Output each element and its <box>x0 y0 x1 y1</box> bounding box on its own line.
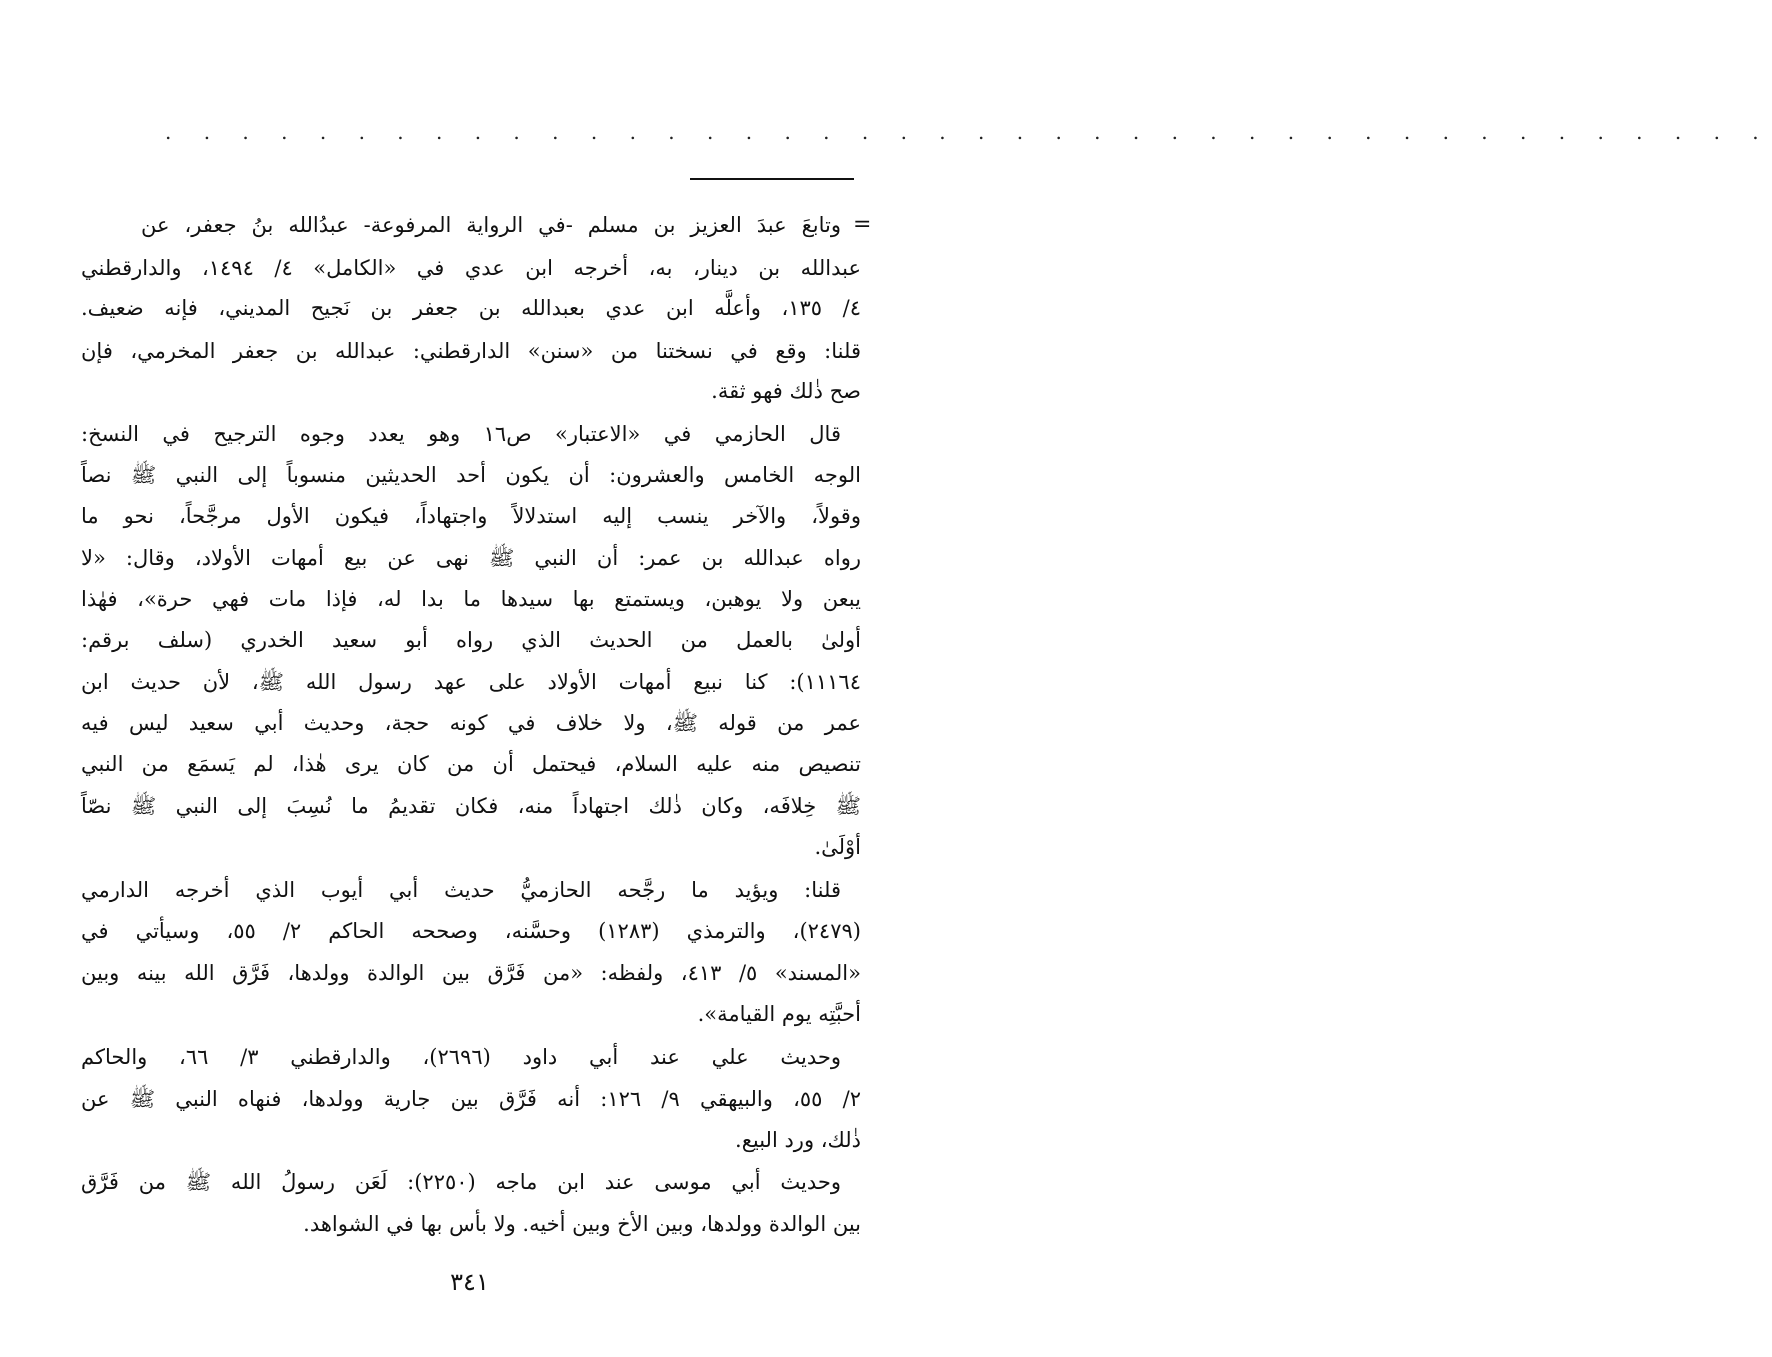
text-line: عمر من قوله ﷺ، ولا خلاف في كونه حجة، وحديث أبي سعيد ليس فيه <box>81 711 861 735</box>
text-line: قلنا: وقع في نسختنا من «سنن» الدارقطني: عبدالله بن جعفر المخرمي، فإن <box>81 339 861 363</box>
text-line: (٢٤٧٩)، والترمذي (١٢٨٣) وحسَّنه، وصححه الحاكم ٢/ ٥٥، وسيأتي في <box>81 919 861 943</box>
text-line: ٤/ ١٣٥، وأعلَّه ابن عدي بعبدالله بن جعفر بن نَجيح المديني، فإنه ضعيف. <box>81 296 861 320</box>
text-line: يبعن ولا يوهبن، ويستمتع بها سيدها ما بدا له، فإذا مات فهي حرة»، فهٰذا <box>81 587 861 611</box>
text-line: ٢/ ٥٥، والبيهقي ٩/ ١٢٦: أنه فَرَّق بين جارية وولدها، فنهاه النبي ﷺ عن <box>81 1087 861 1111</box>
text-line: أوْلَىٰ. <box>814 835 861 859</box>
text-line: قال الحازمي في «الاعتبار» ص١٦ وهو يعدد وجوه الترجيح في النسخ: <box>81 422 841 446</box>
text-line: بين الوالدة وولدها، وبين الأخ وبين أخيه. ولا بأس بها في الشواهد. <box>303 1212 861 1236</box>
page-number: ٣٤١ <box>450 1268 489 1296</box>
text-line: أولىٰ بالعمل من الحديث الذي رواه أبو سعيد الخدري (سلف برقم: <box>81 628 861 652</box>
text-line: رواه عبدالله بن عمر: أن النبي ﷺ نهى عن بيع أمهات الأولاد، وقال: «لا <box>81 546 861 570</box>
text-line: وتابعَ عبدَ العزيز بن مسلم -في الرواية المرفوعة- عبدُالله بنُ جعفر، عن <box>141 213 841 237</box>
footnote-continuation-marker: = <box>853 212 872 237</box>
text-line: ﷺ خِلافَه، وكان ذٰلك اجتهاداً منه، فكان تقديمُ ما نُسِبَ إلى النبي ﷺ نصّاً <box>81 794 861 818</box>
footnote-rule <box>690 178 854 180</box>
separator-dots: . . . . . . . . . . . . . . . . . . . . . . . . . . . . . . . . . . . . . . . . . . <box>165 120 1772 144</box>
text-line: «المسند» ٥/ ٤١٣، ولفظه: «من فَرَّق بين الوالدة وولدها، فَرَّق الله بينه وبين <box>81 961 861 985</box>
text-line: قلنا: ويؤيد ما رجَّحه الحازميُّ حديث أبي أيوب الذي أخرجه الدارمي <box>81 878 841 902</box>
text-line: أحبَّتِه يوم القيامة». <box>697 1002 861 1026</box>
text-line: وحديث علي عند أبي داود (٢٦٩٦)، والدارقطني ٣/ ٦٦، والحاكم <box>81 1045 841 1069</box>
text-line: وقولاً، والآخر ينسب إليه استدلالاً واجتهاداً، فيكون الأول مرجَّحاً، نحو ما <box>81 504 861 528</box>
text-line: وحديث أبي موسى عند ابن ماجه (٢٢٥٠): لَعَن رسولُ الله ﷺ من فَرَّق <box>81 1170 841 1194</box>
text-line: ذٰلك، ورد البيع. <box>735 1128 861 1152</box>
text-line: تنصيص منه عليه السلام، فيحتمل أن من كان يرى هٰذا، لم يَسمَع من النبي <box>81 752 861 776</box>
text-line: عبدالله بن دينار، به، أخرجه ابن عدي في «الكامل» ٤/ ١٤٩٤، والدارقطني <box>81 256 861 280</box>
text-line: الوجه الخامس والعشرون: أن يكون أحد الحديثين منسوباً إلى النبي ﷺ نصاً <box>81 463 861 487</box>
text-line: ١١١٦٤): كنا نبيع أمهات الأولاد على عهد رسول الله ﷺ، لأن حديث ابن <box>81 670 861 694</box>
text-line: صح ذٰلك فهو ثقة. <box>711 379 861 403</box>
